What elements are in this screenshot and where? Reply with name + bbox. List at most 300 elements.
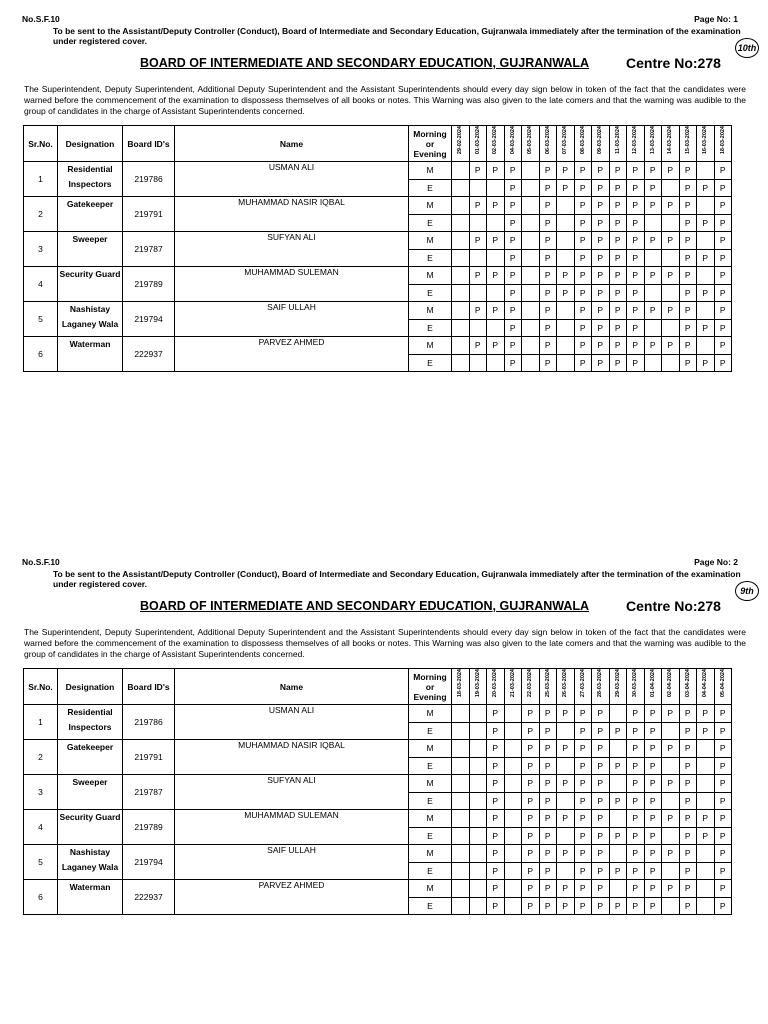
col-header-date [469,126,487,162]
attendance-mark [469,740,487,758]
attendance-mark [662,354,680,372]
attendance-mark: P [574,845,592,863]
date-label: 07-03-2024 [562,126,569,155]
designation-line: Waterman [69,882,111,892]
attendance-mark: P [627,810,645,828]
attendance-mark [469,705,487,723]
designation-cell [58,232,123,267]
attendance-mark: P [487,792,505,810]
serial-number: 1 [24,705,58,740]
attendance-mark: P [592,792,610,810]
serial-number: 6 [24,337,58,372]
attendance-mark [452,775,470,793]
col-header-sr: Sr.No. [24,669,58,705]
date-label: 16-03-2024 [702,126,709,155]
attendance-mark: P [592,775,610,793]
attendance-mark: P [627,757,645,775]
attendance-mark: P [609,354,627,372]
attendance-mark: P [679,232,697,250]
date-label: 03-04-2024 [684,669,691,698]
attendance-mark: P [644,792,662,810]
attendance-mark: P [609,897,627,915]
attendance-mark: P [504,354,522,372]
attendance-mark: P [697,354,715,372]
attendance-mark: P [679,162,697,180]
attendance-mark: P [469,232,487,250]
attendance-mark: P [644,897,662,915]
attendance-mark: P [574,162,592,180]
attendance-mark: P [714,337,732,355]
attendance-mark: P [714,249,732,267]
board-id: 219787 [123,232,175,267]
attendance-mark: P [609,179,627,197]
attendance-mark: P [697,827,715,845]
attendance-mark [504,897,522,915]
attendance-mark: P [679,214,697,232]
designation-line: Residential [67,164,113,174]
attendance-mark: P [662,162,680,180]
serial-number: 2 [24,197,58,232]
attendance-mark [487,284,505,302]
attendance-mark: P [609,319,627,337]
attendance-mark: P [627,862,645,880]
col-header-date [679,126,697,162]
attendance-mark: P [487,722,505,740]
date-label: 21-03-2024 [509,669,516,698]
attendance-mark [662,827,680,845]
attendance-mark: P [714,284,732,302]
page-number: Page No: 1 [694,14,738,24]
attendance-mark [557,792,575,810]
attendance-mark: P [627,337,645,355]
attendance-mark [697,267,715,285]
staff-name: USMAN ALI [175,705,409,740]
attendance-mark: P [627,722,645,740]
shift-evening: E [409,319,452,337]
col-header-date [539,126,557,162]
attendance-mark: P [627,179,645,197]
attendance-mark: P [592,197,610,215]
attendance-mark [469,179,487,197]
attendance-mark [697,775,715,793]
serial-number: 3 [24,232,58,267]
attendance-mark: P [697,249,715,267]
date-label: 20-03-2024 [492,669,499,698]
attendance-mark: P [662,810,680,828]
shift-evening: E [409,179,452,197]
attendance-mark [522,197,540,215]
designation-line: Inspectors [68,722,112,732]
attendance-mark [452,179,470,197]
attendance-mark: P [609,757,627,775]
attendance-mark: P [592,845,610,863]
col-header-date [627,126,645,162]
attendance-mark: P [487,302,505,320]
attendance-mark [522,214,540,232]
designation-line: Nashistay [69,304,111,314]
attendance-mark: P [574,197,592,215]
attendance-mark: P [487,897,505,915]
board-id: 219791 [123,197,175,232]
attendance-mark: P [557,267,575,285]
attendance-mark: P [574,302,592,320]
attendance-mark: P [679,267,697,285]
staff-name: MUHAMMAD SULEMAN [175,810,409,845]
attendance-mark [609,705,627,723]
attendance-mark: P [574,897,592,915]
attendance-mark: P [644,862,662,880]
date-label: 29-03-2024 [614,669,621,698]
attendance-mark [452,810,470,828]
attendance-mark: P [504,232,522,250]
board-id: 219786 [123,162,175,197]
attendance-mark: P [714,354,732,372]
attendance-mark [609,810,627,828]
attendance-mark [557,757,575,775]
designation-line: Inspectors [68,179,112,189]
shift-evening: E [409,827,452,845]
attendance-mark: P [627,354,645,372]
serial-number: 5 [24,845,58,880]
attendance-mark [452,757,470,775]
attendance-mark: P [574,214,592,232]
attendance-mark [469,775,487,793]
staff-name: MUHAMMAD NASIR IQBAL [175,740,409,775]
attendance-mark: P [574,775,592,793]
attendance-mark: P [644,302,662,320]
attendance-mark: P [644,162,662,180]
attendance-mark: P [627,792,645,810]
designation-line: Waterman [69,339,111,349]
attendance-mark: P [592,337,610,355]
attendance-mark [469,862,487,880]
attendance-mark: P [697,810,715,828]
attendance-mark: P [679,880,697,898]
table-row [24,267,732,285]
attendance-mark: P [574,827,592,845]
date-label: 01-03-2024 [474,126,481,155]
attendance-mark: P [539,214,557,232]
attendance-mark [469,214,487,232]
date-label: 22-03-2024 [527,669,534,698]
attendance-mark: P [539,862,557,880]
attendance-mark: P [487,705,505,723]
attendance-mark: P [627,197,645,215]
attendance-mark: P [574,319,592,337]
attendance-mark: P [487,775,505,793]
board-id: 219789 [123,267,175,302]
attendance-mark: P [574,740,592,758]
attendance-mark [557,722,575,740]
date-label: 02-03-2024 [492,126,499,155]
attendance-mark [452,232,470,250]
attendance-mark: P [644,179,662,197]
attendance-mark [504,810,522,828]
attendance-mark: P [714,302,732,320]
board-id: 219786 [123,705,175,740]
attendance-mark: P [522,862,540,880]
attendance-mark [504,792,522,810]
attendance-mark [452,249,470,267]
attendance-mark: P [522,827,540,845]
attendance-mark: P [522,792,540,810]
attendance-mark: P [644,267,662,285]
col-header-date [644,669,662,705]
board-title: BOARD OF INTERMEDIATE AND SECONDARY EDUCATION, GUJRANWALA [140,599,590,613]
shift-evening: E [409,757,452,775]
attendance-mark: P [557,775,575,793]
attendance-mark [469,845,487,863]
attendance-mark [452,214,470,232]
attendance-mark: P [574,267,592,285]
attendance-mark: P [714,827,732,845]
attendance-mark: P [592,705,610,723]
designation-cell [58,705,123,740]
attendance-mark: P [662,302,680,320]
col-header-board-id: Board ID's [123,126,175,162]
attendance-mark: P [487,267,505,285]
attendance-mark [697,792,715,810]
col-header-shift: Morning or Evening [409,669,452,705]
attendance-mark: P [714,775,732,793]
attendance-mark [644,214,662,232]
staff-name: MUHAMMAD NASIR IQBAL [175,197,409,232]
attendance-mark [469,897,487,915]
board-id: 219787 [123,775,175,810]
attendance-mark: P [609,302,627,320]
board-id: 222937 [123,337,175,372]
attendance-mark: P [679,827,697,845]
attendance-mark [557,354,575,372]
serial-number: 1 [24,162,58,197]
serial-number: 6 [24,880,58,915]
attendance-mark [662,792,680,810]
attendance-mark: P [487,162,505,180]
attendance-mark [504,722,522,740]
designation-line: Gatekeeper [66,742,114,752]
col-header-date [592,669,610,705]
attendance-mark: P [504,214,522,232]
table-row [24,302,732,320]
attendance-mark [452,862,470,880]
attendance-mark: P [609,284,627,302]
attendance-mark: P [592,179,610,197]
attendance-mark [662,757,680,775]
date-label: 01-04-2024 [649,669,656,698]
attendance-mark [452,827,470,845]
col-header-date [574,126,592,162]
attendance-mark: P [679,302,697,320]
attendance-mark [452,880,470,898]
shift-evening: E [409,897,452,915]
board-id: 219789 [123,810,175,845]
attendance-mark: P [574,792,592,810]
attendance-mark: P [627,302,645,320]
attendance-mark: P [592,354,610,372]
attendance-mark: P [592,162,610,180]
attendance-mark: P [557,897,575,915]
attendance-mark: P [592,757,610,775]
date-label: 02-04-2024 [667,669,674,698]
attendance-mark [504,757,522,775]
attendance-mark: P [714,319,732,337]
attendance-mark: P [487,880,505,898]
col-header-date [592,126,610,162]
shift-evening: E [409,792,452,810]
attendance-mark: P [522,757,540,775]
attendance-mark: P [679,337,697,355]
serial-number: 4 [24,810,58,845]
attendance-mark: P [662,740,680,758]
designation-cell [58,775,123,810]
attendance-mark: P [539,249,557,267]
attendance-mark [469,810,487,828]
attendance-mark [697,740,715,758]
attendance-mark: P [539,179,557,197]
attendance-mark: P [714,214,732,232]
staff-name: SAIF ULLAH [175,845,409,880]
shift-evening: E [409,354,452,372]
attendance-table [23,125,732,372]
attendance-mark: P [504,162,522,180]
attendance-mark [452,162,470,180]
table-row [24,197,732,215]
attendance-mark: P [557,845,575,863]
attendance-mark: P [714,705,732,723]
attendance-mark: P [609,827,627,845]
attendance-mark [522,284,540,302]
attendance-mark: P [627,162,645,180]
date-label: 08-03-2024 [579,126,586,155]
attendance-mark [557,197,575,215]
attendance-mark: P [504,319,522,337]
attendance-mark: P [592,862,610,880]
attendance-mark [697,880,715,898]
attendance-mark [504,705,522,723]
attendance-mark: P [609,214,627,232]
designation-line: Sweeper [72,234,108,244]
attendance-mark: P [539,722,557,740]
attendance-mark [452,792,470,810]
shift-morning: M [409,705,452,723]
date-label: 26-03-2024 [562,669,569,698]
attendance-mark: P [592,810,610,828]
attendance-mark: P [714,845,732,863]
attendance-mark: P [487,757,505,775]
attendance-mark: P [469,162,487,180]
table-row [24,740,732,758]
shift-morning: M [409,302,452,320]
attendance-mark [487,179,505,197]
attendance-mark: P [539,337,557,355]
form-number: No.S.F.10 [22,14,60,24]
col-header-date [469,669,487,705]
attendance-mark: P [592,214,610,232]
attendance-mark [504,845,522,863]
attendance-mark: P [539,232,557,250]
attendance-mark [697,757,715,775]
date-label: 04-04-2024 [702,669,709,698]
attendance-mark: P [644,810,662,828]
attendance-mark: P [714,792,732,810]
table-row [24,705,732,723]
col-header-date [662,126,680,162]
attendance-mark [452,197,470,215]
attendance-mark: P [662,197,680,215]
centre-number: Centre No:278 [626,598,721,614]
attendance-mark: P [714,722,732,740]
attendance-mark: P [487,862,505,880]
attendance-mark [504,740,522,758]
col-header-date [697,126,715,162]
attendance-mark: P [609,249,627,267]
attendance-mark [469,722,487,740]
attendance-mark: P [557,284,575,302]
shift-evening: E [409,722,452,740]
attendance-mark: P [644,197,662,215]
col-header-date [504,126,522,162]
attendance-mark [557,337,575,355]
shift-morning: M [409,740,452,758]
attendance-mark: P [609,197,627,215]
attendance-mark: P [574,249,592,267]
instruction-text: To be sent to the Assistant/Deputy Controller (Conduct), Board of Intermediate and Secondary Education, Gujranwala immediately after the termination of the examination under registered cover. [53,569,741,589]
attendance-mark [557,232,575,250]
col-header-date [539,669,557,705]
attendance-mark: P [487,337,505,355]
date-label: 14-03-2024 [667,126,674,155]
attendance-mark: P [504,284,522,302]
attendance-mark [662,722,680,740]
date-label: 29-02-2024 [457,126,464,155]
attendance-mark: P [592,267,610,285]
attendance-mark: P [592,284,610,302]
attendance-mark: P [714,757,732,775]
attendance-mark: P [557,740,575,758]
shift-evening: E [409,284,452,302]
attendance-mark: P [504,337,522,355]
date-label: 28-03-2024 [597,669,604,698]
shift-morning: M [409,162,452,180]
attendance-mark [697,232,715,250]
attendance-mark [469,792,487,810]
class-badge: 10th [735,38,759,58]
attendance-mark: P [662,705,680,723]
attendance-mark: P [714,267,732,285]
attendance-mark: P [487,827,505,845]
designation-line: Sweeper [72,777,108,787]
attendance-mark: P [627,232,645,250]
table-row [24,845,732,863]
attendance-mark: P [644,722,662,740]
designation-line: Nashistay [69,847,111,857]
attendance-mark: P [714,179,732,197]
attendance-mark [697,337,715,355]
designation-line: Security Guard [59,812,121,822]
date-label: 18-03-2024 [457,669,464,698]
attendance-mark: P [697,705,715,723]
header-row [24,669,732,705]
attendance-mark [469,284,487,302]
attendance-mark [662,284,680,302]
attendance-mark: P [522,880,540,898]
attendance-mark: P [679,179,697,197]
attendance-mark: P [679,249,697,267]
date-label: 11-03-2024 [614,126,621,154]
board-title: BOARD OF INTERMEDIATE AND SECONDARY EDUCATION, GUJRANWALA [140,56,590,70]
attendance-mark [557,827,575,845]
header-row [24,126,732,162]
